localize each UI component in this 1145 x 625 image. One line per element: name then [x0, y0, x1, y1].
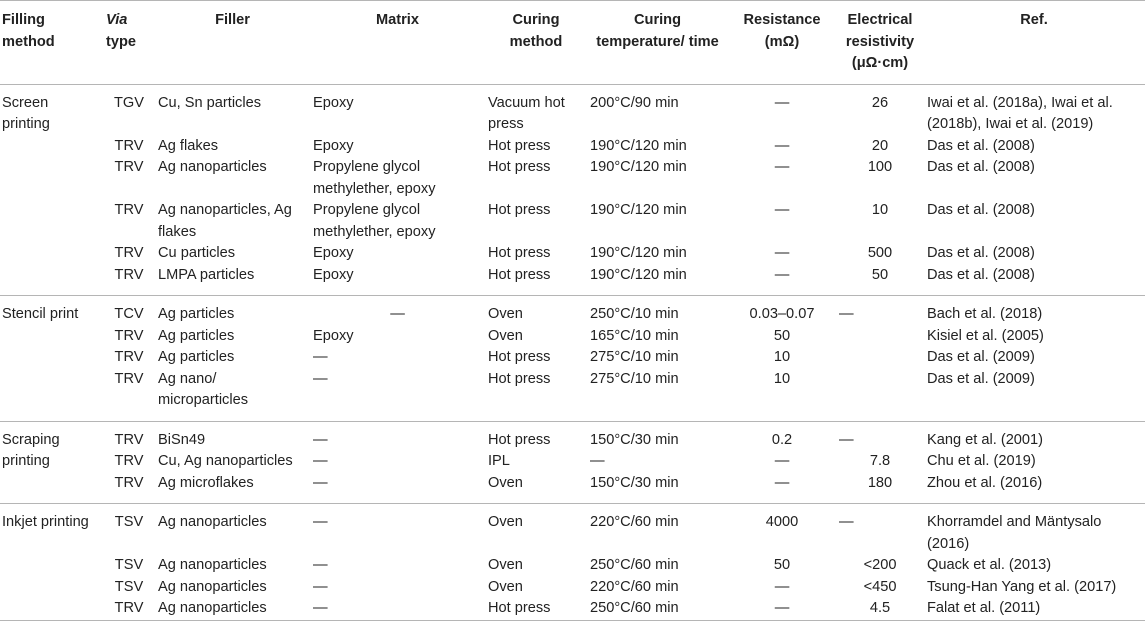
cell-via: TRV — [114, 431, 144, 448]
cell-filling-method: Screen printing — [0, 84, 104, 296]
cell-curing-method: Oven — [486, 473, 588, 504]
cell-via: TRV — [104, 473, 156, 504]
table-row — [0, 598, 1145, 620]
cell-curing-temp: 250°C/60 min — [588, 598, 729, 620]
cell-resistance: 50 — [773, 557, 791, 573]
table-row — [0, 243, 1145, 265]
cell-ref: Tsung-Han Yang et al. (2017) — [927, 578, 1117, 595]
cell-ref: Das et al. (2008) — [927, 137, 1035, 154]
cell-matrix: — — [311, 369, 486, 422]
table-row — [0, 555, 1145, 577]
cell-curing-temp: — — [590, 453, 605, 469]
table-row — [0, 296, 1145, 326]
cell-ref: Falat et al. (2011) — [925, 598, 1145, 620]
cell-via: TGV — [114, 94, 144, 111]
cell-via: TCV — [114, 306, 144, 322]
cell-resistance: 10 — [729, 369, 837, 422]
cell-resistance: 0.03–0.07 — [749, 306, 815, 322]
cell-curing-temp: 250°C/10 min — [590, 306, 679, 322]
col-header-electrical-resistivity: Electrical resistivity (μΩ·cm) — [837, 1, 925, 85]
cell-curing-temp: 275°C/10 min — [588, 369, 729, 422]
cell-via: TRV — [114, 327, 144, 344]
cell-curing-method: Oven — [488, 557, 523, 573]
cell-via: TRV — [104, 369, 156, 422]
cell-ref: Das et al. (2008) — [925, 265, 1145, 296]
cell-resistance: 4000 — [765, 514, 799, 530]
cell-matrix: — — [313, 578, 328, 595]
cell-filler: Ag particles — [158, 306, 235, 322]
cell-curing-temp: 275°C/10 min — [590, 349, 679, 365]
cell-matrix: — — [390, 306, 405, 322]
via-type-label: type — [106, 33, 137, 50]
cell-ref: Iwai et al. (2018a), Iwai et al. (2018b), Iwai et al. (2019) — [927, 94, 1113, 132]
cell-via: TSV — [114, 514, 144, 530]
cell-matrix: — — [313, 431, 328, 448]
cell-curing-temp: 150°C/30 min — [590, 431, 679, 448]
cell-matrix: — — [313, 514, 328, 530]
cell-filler: Ag nanoparticles, Ag flakes — [158, 202, 292, 240]
table-row — [0, 504, 1145, 556]
cell-filler: Ag nanoparticles — [158, 578, 267, 595]
cell-curing-method: Hot press — [488, 202, 551, 218]
col-header-filler: Filler — [156, 1, 311, 85]
cell-matrix: — — [313, 453, 328, 469]
cell-resistance: — — [774, 94, 790, 111]
cell-curing-method: Hot press — [488, 137, 551, 154]
table-row — [0, 473, 1145, 504]
cell-resistance: — — [774, 578, 790, 595]
cell-resistivity: — — [839, 514, 854, 530]
col-header-via-type — [104, 1, 156, 85]
cell-ref: Das et al. (2009) — [925, 369, 1145, 422]
cell-via: TRV — [114, 137, 144, 154]
table-row — [0, 326, 1145, 348]
col-header-curing-temp-time: Curing temperature/ time — [588, 1, 729, 85]
cell-resistance: 10 — [773, 349, 791, 365]
cell-matrix: — — [313, 349, 328, 365]
cell-filling-method: Stencil print — [0, 296, 104, 422]
cell-curing-temp: 220°C/60 min — [590, 578, 679, 595]
cell-filler: Cu particles — [158, 245, 236, 261]
cell-filler: Ag nanoparticles — [158, 159, 267, 175]
cell-ref: Kang et al. (2001) — [927, 431, 1044, 448]
cell-curing-method: Hot press — [486, 369, 588, 422]
header-row — [0, 1, 1145, 85]
cell-curing-temp: 150°C/30 min — [588, 473, 729, 504]
cell-curing-method: Hot press — [488, 431, 551, 448]
cell-filler: Ag nanoparticles — [158, 514, 267, 530]
cell-resistivity — [837, 369, 925, 422]
cell-via: TRV — [114, 159, 144, 175]
cell-curing-method: Oven — [488, 327, 523, 344]
cell-curing-temp: 190°C/120 min — [590, 137, 687, 154]
cell-filler: Cu, Sn particles — [158, 94, 262, 111]
cell-ref: Bach et al. (2018) — [927, 306, 1043, 322]
cell-curing-temp: 190°C/120 min — [590, 245, 687, 261]
cell-resistivity: 7.8 — [869, 453, 891, 469]
table-row — [0, 369, 1145, 422]
cell-filler: Ag particles — [158, 327, 235, 344]
cell-ref: Kisiel et al. (2005) — [927, 327, 1044, 344]
cell-filler: BiSn49 — [158, 431, 206, 448]
cell-via: TRV — [114, 349, 144, 365]
table-row — [0, 136, 1145, 158]
table-row — [0, 200, 1145, 243]
cell-via: TRV — [114, 453, 144, 469]
cell-resistance: — — [774, 245, 790, 261]
cell-filler: LMPA particles — [156, 265, 311, 296]
cell-resistance: — — [774, 137, 790, 154]
cell-resistivity: 180 — [837, 473, 925, 504]
cell-filler: Ag nanoparticles — [156, 598, 311, 620]
cell-filler: Ag nano/ microparticles — [156, 369, 311, 422]
table-row — [0, 347, 1145, 369]
cell-curing-method: Hot press — [488, 349, 551, 365]
cell-matrix: Epoxy — [313, 137, 354, 154]
cell-matrix: Propylene glycol methylether, epoxy — [313, 159, 436, 197]
cell-filling-method: Scraping printing — [0, 421, 104, 504]
table-header — [0, 1, 1145, 85]
cell-via: TRV — [114, 202, 144, 218]
cell-resistivity: 4.5 — [837, 598, 925, 620]
cell-resistivity: <450 — [863, 578, 897, 595]
cell-curing-method: Oven — [488, 578, 523, 595]
cell-via: TRV — [104, 598, 156, 620]
cell-curing-method: Hot press — [488, 159, 551, 175]
cell-matrix: Epoxy — [313, 94, 354, 111]
via-italic-label: Via — [106, 12, 128, 28]
cell-resistance: 50 — [773, 327, 791, 344]
cell-resistance: — — [774, 159, 790, 175]
table-row — [0, 157, 1145, 200]
cell-ref: Quack et al. (2013) — [927, 557, 1052, 573]
cell-curing-method: IPL — [488, 453, 510, 469]
cell-curing-method: Hot press — [488, 245, 551, 261]
cell-resistance: — — [774, 202, 790, 218]
cell-via: TSV — [114, 578, 144, 595]
cell-ref: Chu et al. (2019) — [927, 453, 1036, 469]
cell-curing-temp: 190°C/120 min — [590, 202, 687, 218]
cell-via: TRV — [114, 245, 144, 261]
cell-matrix: Epoxy — [313, 245, 354, 261]
col-header-filling-method: Filling method — [0, 1, 104, 85]
cell-matrix: Propylene glycol methylether, epoxy — [313, 202, 436, 240]
cell-curing-method: Oven — [488, 514, 523, 530]
cell-ref: Das et al. (2008) — [927, 159, 1035, 175]
cell-curing-temp: 165°C/10 min — [590, 327, 679, 344]
cell-resistivity: 100 — [867, 159, 893, 175]
cell-ref: Das et al. (2009) — [927, 349, 1035, 365]
cell-matrix: Epoxy — [313, 327, 354, 344]
cell-resistance: — — [729, 598, 837, 620]
cell-curing-method: Vacuum hot press — [488, 94, 565, 132]
cell-filler: Ag nanoparticles — [158, 557, 267, 573]
cell-filler: Ag flakes — [158, 137, 219, 154]
cell-resistivity — [837, 326, 925, 348]
cell-curing-temp: 200°C/90 min — [590, 94, 679, 111]
table-row — [0, 84, 1145, 136]
cell-resistivity — [837, 347, 925, 369]
cell-curing-method: Oven — [488, 306, 523, 322]
table-row — [0, 421, 1145, 451]
cell-ref: Das et al. (2008) — [927, 202, 1035, 218]
cell-filling-method: Inkjet printing — [0, 504, 104, 621]
cell-resistivity: 10 — [871, 202, 889, 218]
cell-filler: Ag particles — [158, 349, 235, 365]
cell-via: TRV — [104, 265, 156, 296]
cell-curing-temp: 220°C/60 min — [590, 514, 679, 530]
cell-curing-temp: 250°C/60 min — [590, 557, 679, 573]
cell-resistivity: 500 — [867, 245, 893, 261]
cell-resistivity: 50 — [837, 265, 925, 296]
cell-matrix: — — [311, 473, 486, 504]
cell-matrix: — — [311, 598, 486, 620]
cell-curing-temp: 190°C/120 min — [588, 265, 729, 296]
cell-curing-method: Hot press — [486, 265, 588, 296]
cell-resistivity: <200 — [863, 557, 897, 573]
col-header-curing-method: Curing method — [486, 1, 588, 85]
col-header-resistance: Resistance (mΩ) — [729, 1, 837, 85]
table-body — [0, 84, 1145, 620]
col-header-ref: Ref. — [925, 1, 1145, 85]
cell-curing-method: Hot press — [486, 598, 588, 620]
cell-resistivity: 26 — [871, 94, 889, 111]
table-row — [0, 577, 1145, 599]
col-header-matrix: Matrix — [311, 1, 486, 85]
cell-resistivity: — — [839, 431, 854, 448]
cell-curing-temp: 190°C/120 min — [590, 159, 687, 175]
cell-matrix: Epoxy — [311, 265, 486, 296]
cell-resistivity: 20 — [871, 137, 889, 154]
cell-resistance: — — [729, 265, 837, 296]
cell-resistance: — — [729, 473, 837, 504]
table-row — [0, 265, 1145, 296]
table-row — [0, 451, 1145, 473]
cell-filler: Ag microflakes — [156, 473, 311, 504]
cell-ref: Zhou et al. (2016) — [925, 473, 1145, 504]
cell-matrix: — — [313, 557, 328, 573]
cell-filler: Cu, Ag nanoparticles — [158, 453, 293, 469]
cell-resistivity: — — [839, 306, 854, 322]
cell-ref: Das et al. (2008) — [927, 245, 1035, 261]
cell-resistance: — — [774, 453, 790, 469]
cell-ref: Khorramdel and Mäntysalo (2016) — [927, 514, 1102, 552]
cell-via: TSV — [114, 557, 144, 573]
cell-resistance: 0.2 — [771, 431, 793, 448]
